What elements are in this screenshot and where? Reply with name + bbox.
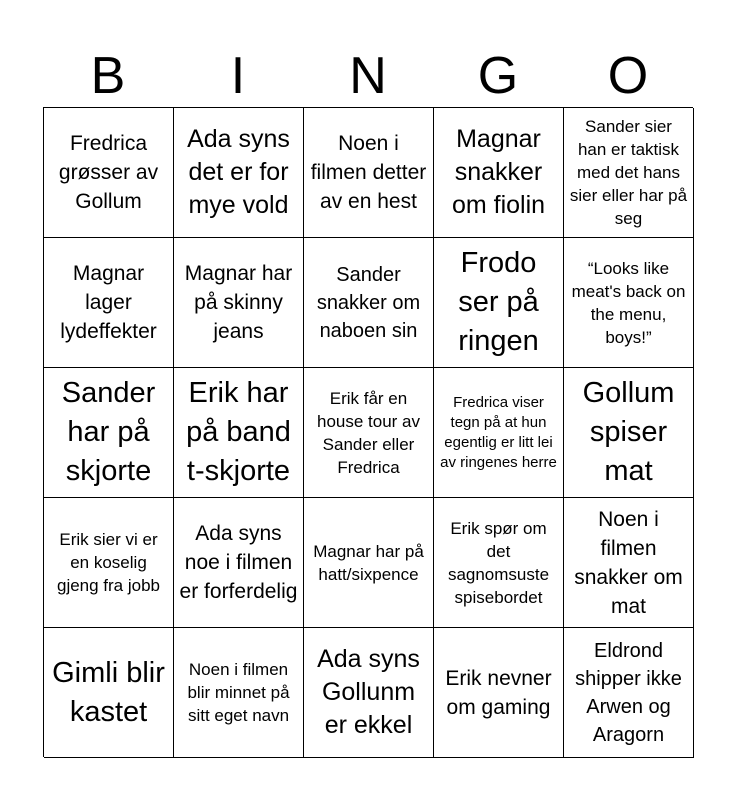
bingo-cell[interactable]: [564, 368, 694, 498]
cell-text: “Looks like meat's back on the menu, boys!”: [571, 258, 686, 347]
header-letter-b: B: [90, 47, 126, 105]
bingo-cell[interactable]: [434, 238, 564, 368]
header-letter-o: O: [607, 47, 649, 105]
bingo-cell[interactable]: [304, 368, 434, 498]
cell-text: Ada syns noe i filmen er forferdelig: [179, 522, 298, 603]
cell-text: Sander har på skjorte: [61, 377, 156, 487]
cell-text: Eldrond shipper ikke Arwen og Aragorn: [575, 639, 682, 746]
cell-text: Erik spør om det sagnomsuste spisebordet: [447, 518, 550, 607]
cell-text: Noen i filmen snakker om mat: [574, 507, 683, 618]
header-letter-i: I: [230, 47, 246, 105]
bingo-cell[interactable]: [564, 238, 694, 368]
bingo-header: [43, 44, 693, 108]
cell-text: Fredrica viser tegn på at hun egentlig er litt lei av ringenes herre: [440, 393, 557, 471]
cell-text: Sander sier han er taktisk med det hans sier eller har på seg: [569, 117, 688, 228]
cell-text: Noen i filmen blir minnet på sitt eget navn: [187, 660, 290, 725]
cell-text: Erik nevner om gaming: [445, 666, 552, 719]
cell-text: Ada syns Gollunm er ekkel: [317, 645, 420, 739]
bingo-cell[interactable]: [564, 108, 694, 238]
cell-text: Frodo ser på ringen: [458, 247, 539, 357]
cell-text: Erik sier vi er en koselig gjeng fra jobb: [56, 530, 161, 595]
bingo-cell[interactable]: [44, 498, 174, 628]
bingo-cell[interactable]: [304, 498, 434, 628]
bingo-cell[interactable]: [564, 498, 694, 628]
cell-text: Erik får en house tour av Sander eller Fredrica: [316, 388, 420, 477]
bingo-cell[interactable]: [434, 628, 564, 758]
bingo-cell[interactable]: [44, 108, 174, 238]
cell-text: Magnar har på skinny jeans: [184, 262, 293, 343]
bingo-cell[interactable]: [434, 498, 564, 628]
bingo-cell[interactable]: [564, 628, 694, 758]
bingo-cell[interactable]: [44, 238, 174, 368]
bingo-cell[interactable]: [304, 238, 434, 368]
cell-text: Noen i filmen detter av en hest: [310, 132, 427, 213]
bingo-cell[interactable]: [174, 238, 304, 368]
cell-text: Magnar snakker om fiolin: [451, 125, 546, 219]
bingo-cell[interactable]: [174, 628, 304, 758]
cell-text: Ada syns det er for mye vold: [187, 125, 290, 219]
bingo-cell[interactable]: [434, 368, 564, 498]
header-letter-n: N: [349, 47, 387, 105]
bingo-cell[interactable]: [174, 498, 304, 628]
cell-text: Sander snakker om naboen sin: [316, 263, 421, 342]
cell-text: Gollum spiser mat: [582, 377, 675, 487]
cell-text: Magnar har på hatt/sixpence: [313, 541, 424, 584]
bingo-cell[interactable]: [304, 108, 434, 238]
bingo-cell[interactable]: [44, 628, 174, 758]
bingo-cell[interactable]: [44, 368, 174, 498]
bingo-cell[interactable]: [434, 108, 564, 238]
bingo-cell[interactable]: [174, 368, 304, 498]
bingo-cell[interactable]: [174, 108, 304, 238]
cell-text: Gimli blir kastet: [52, 656, 165, 728]
bingo-cell[interactable]: [304, 628, 434, 758]
cell-text: Fredrica grøsser av Gollum: [58, 132, 159, 213]
cell-text: Erik har på band t-skjorte: [186, 377, 291, 487]
cell-text: Magnar lager lydeffekter: [60, 262, 157, 343]
bingo-grid: [43, 107, 693, 757]
header-letter-g: G: [477, 47, 519, 105]
